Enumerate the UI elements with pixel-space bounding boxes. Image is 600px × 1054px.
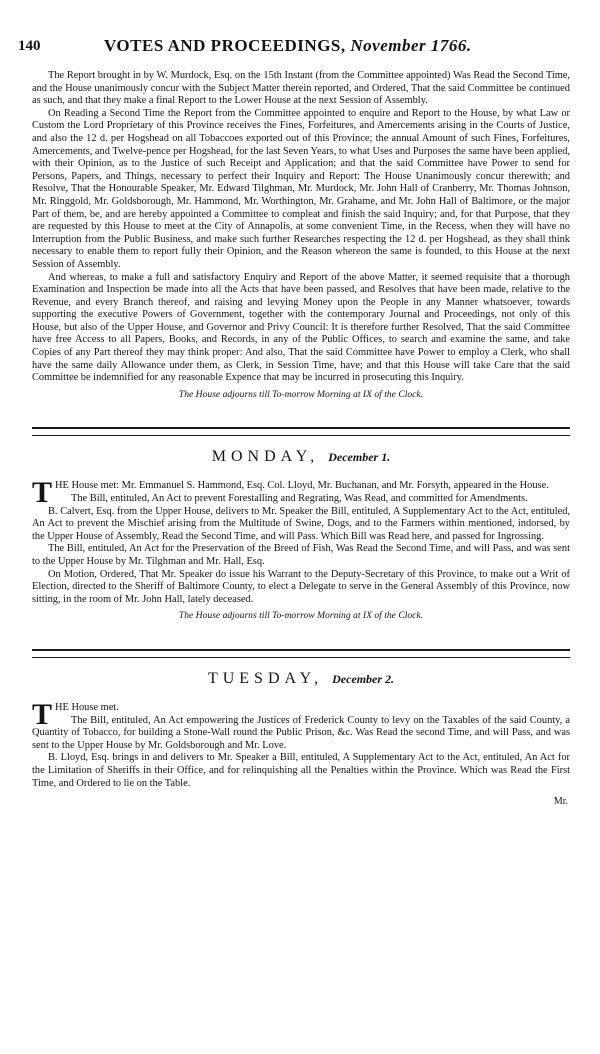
paragraph: And whereas, to make a full and satisfactory Enquiry and Report of the above Matter, it seemed requisite that a thorough Examination and Inspection be made into all the Acts that have been passed, and Resolves that have been made, relative to the Revenue, and every Branch thereof, and raising and levying Money upon the People in any Manner whatsoever, towards supporting the executive Powers of Government, together with the contemporary Journal and Proceedings, not only of this House, but also of the Upper House, and Governor and Privy Council: It is therefore further Resolved, That the said Committee have free Access to all Papers, Books, and Records, in any of the Public Offices, to search and examine the same, and take Copies of any Part thereof they may think proper: And also, That the said Committee have Power to employ a Clerk, who shall have the same daily Allowance under them, as Clerk, in Session Time, have; and that this House will take Care that the said Committee be indemnified for any reasonable Expence that may be incurred in prosecuting this Inquiry. [32,271,570,384]
day-name: MONDAY, [211,448,320,466]
paragraph: On Reading a Second Time the Report from the Committee appointed to enquire and Report to the House, by what Law or Custom the Lord Proprietary of this Province receives the Fines, Forfeitures, and Amercements arising in the Courts of Justice, and also the 12 d. per Hogshead on all Tobaccoes exported out of this Province; the annual Amount of such Fines, Forfeitures, Amercements, and Twelve-pence per Hogshead, for the last Seven Years, to what Uses and Purposes the same have been applied, with their Opinion, as to the Justice of such Receipt and Application; and that the said Committee have Power to send for Persons, Papers, and Things, necessary to perfect their Inquiry and Report: The House Unanimously concur therewith; and Resolve, That the Honourable Speaker, Mr. Edward Tilghman, Mr. Murdock, Mr. John Hall of Cranberry, Mr. Thomas Johnson, Mr. Ringgold, Mr. Goldsborough, Mr. Hammond, Mr. Worthington, Mr. Grahame, and Mr. John Hall of Baltimore, or the major Part of them, be, and are hereby appointed a Committee to compleat and finish the said Inquiry; and, for that Purpose, that they are requested by this House to meet at the City of Annapolis, at some convenient Time, in the Recess, when they will have no Interruption from the Public Business, and make such further Researches respecting the 12 d. per Hogshead, as they shall think necessary to enable them to report fully their Opinion, and the Reason whereon the same is founded, to this House at the next Session of Assembly. [32,107,570,270]
adjournment-line: The House adjourns till To-morrow Morning at IX of the Clock. [178,610,424,622]
page-number: 140 [18,38,41,54]
day-name: TUESDAY, [207,669,324,687]
monday-section [32,448,570,623]
title-text: VOTES AND PROCEEDINGS, [104,36,346,55]
paragraph: B. Lloyd, Esq. brings in and delivers to Mr. Speaker a Bill, entituled, A Supplementary Act to the Act, entituled, An Act for the Limitation of Sheriffs in their Office, and for relinquishing all the Penalties within the Province. Which was Read the First Time, and Ordered to lie on the Table. [32,752,570,789]
paragraph-text: HE House met. [55,701,119,713]
adjournment-line: The House adjourns till To-morrow Morning at IX of the Clock. [178,388,424,400]
paragraph: The Bill, entituled, An Act to prevent Forestalling and Regrating, Was Read, and committed for Amendments. [71,493,528,505]
tuesday-section [32,670,570,807]
day-heading [32,448,570,466]
paragraph: The Bill, entituled, An Act for the Preservation of the Breed of Fish, Was Read the Second Time, and will Pass, and was sent to the Upper House by Mr. Tilghman and Mr. Hall, Esq. [32,543,570,567]
section-divider [32,427,570,429]
day-heading [32,670,570,688]
november-section [32,70,570,401]
paragraph: B. Calvert, Esq. from the Upper House, delivers to Mr. Speaker the Bill, entituled, A Supplementary Act to the Act, entituled, An Act to prevent the Mischief arising from the Multitude of Swine, Dogs, and to the Farmers within mentioned, indorsed, by the Upper House of Assembly, Read the Second Time, and will Pass. Which Bill was Read here, and passed for Ingrossing. [32,505,570,542]
day-date: December 1. [328,450,391,465]
paragraph-text: HE House met: Mr. Emmanuel S. Hammond, Esq. Col. Lloyd, Mr. Buchanan, and Mr. Forsyth, appeared in the House. [55,480,549,492]
section-divider-thin [32,435,570,436]
day-date: December 2. [332,671,395,686]
section-divider [32,649,570,651]
section-divider-thin [32,657,570,658]
paragraph: The Report brought in by W. Murdock, Esq. on the 15th Instant (from the Committee appointed) Was Read the Second Time, and the House unanimously concur with the Subject Matter therein reported, and Ordered, That the said Committee be continued as such, and that they make a final Report to the Lower House at the next Session of Assembly. [32,70,570,107]
page-header [18,36,570,70]
paragraph: The Bill, entituled, An Act empowering the Justices of Frederick County to levy on the Taxables of the said County, a Quantity of Tobacco, for building a Stone-Wall round the Public Prison, &c. Was Read the second Time, and will Pass, and was sent to the Upper House by Mr. Goldsborough and Mr. Love. [32,714,570,751]
running-title [104,36,472,56]
catchword: Mr. [553,796,568,808]
drop-cap: T [32,697,53,731]
paragraph: On Motion, Ordered, That Mr. Speaker do issue his Warrant to the Deputy-Secretary of this Province, to make out a Writ of Election, directed to the Sheriff of Baltimore County, to elect a Delegate to serve in the General Assembly of this Province, now sitting, in the room of Mr. John Hall, lately deceased. [32,568,570,605]
paragraph [32,697,570,731]
drop-cap: T [32,476,53,510]
title-date: November 1766. [350,36,472,55]
